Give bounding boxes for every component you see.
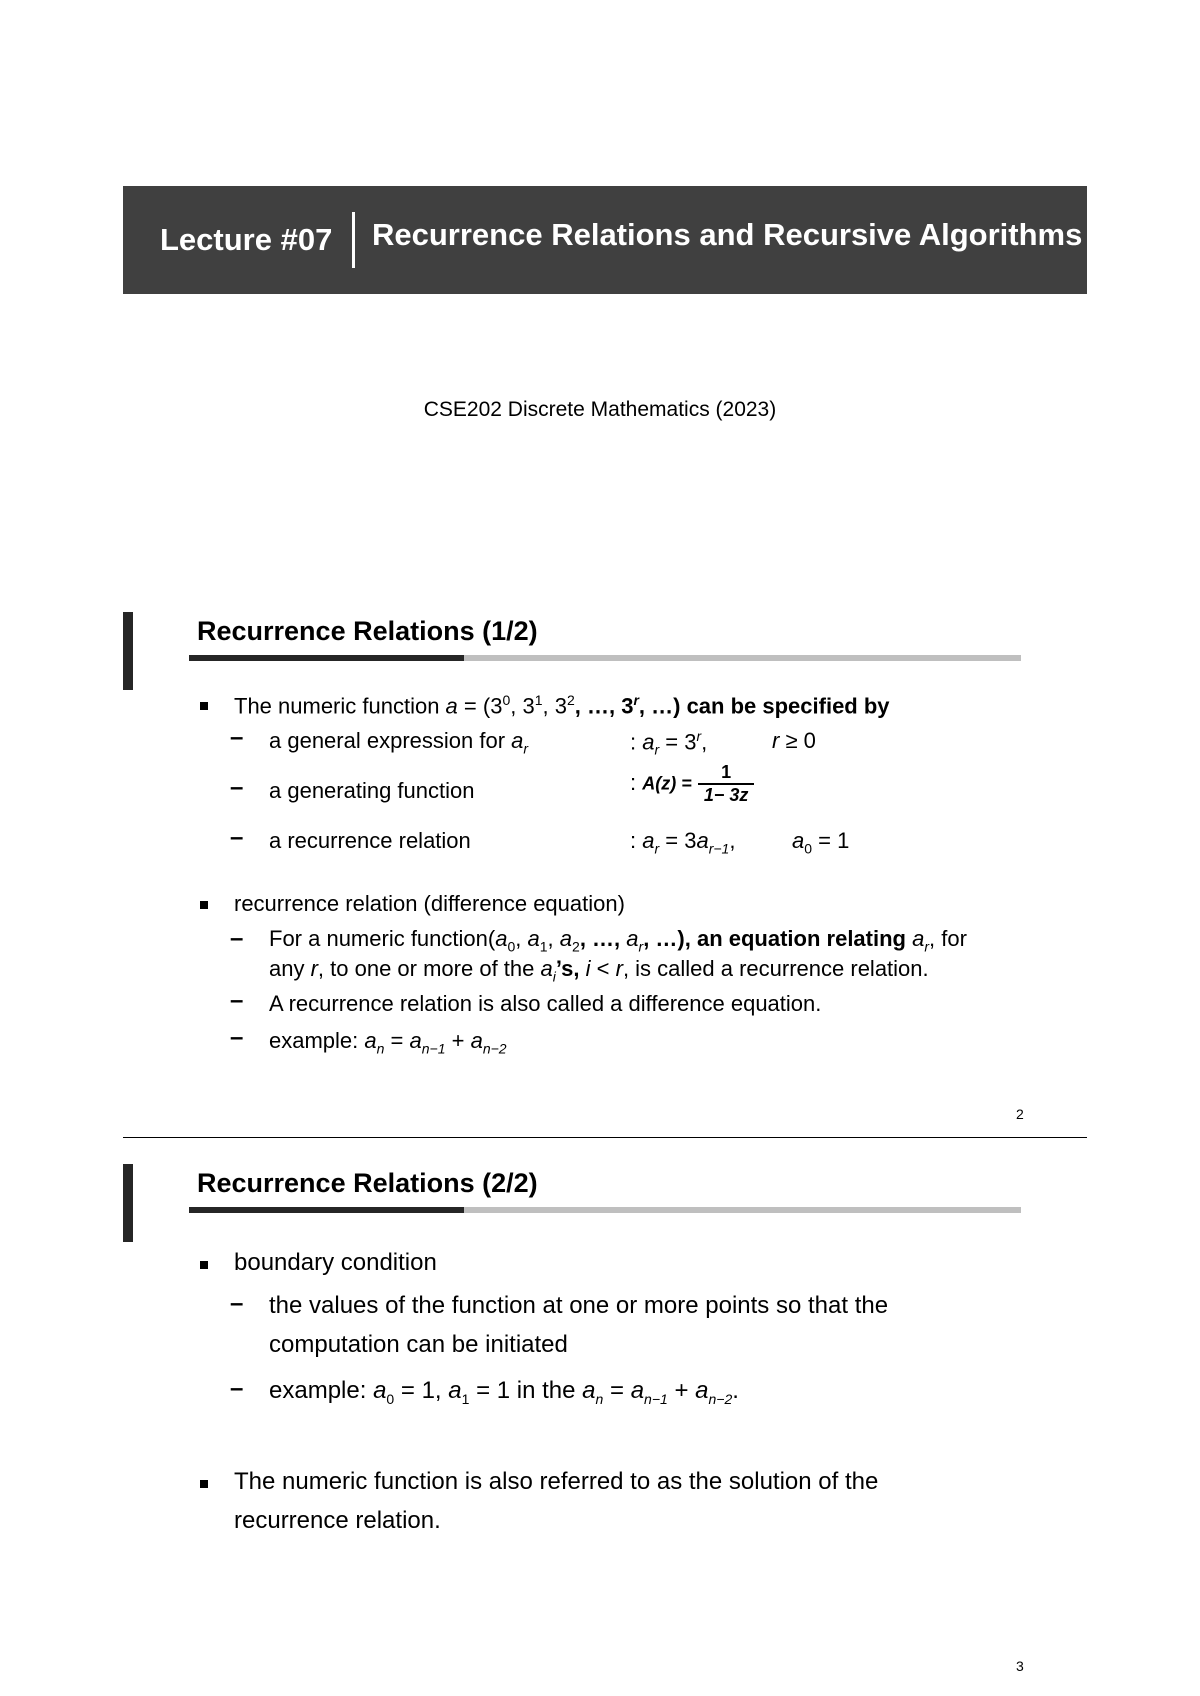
definition-line-1: For a numeric $function(a_0$, $a_1$, $a_2$, …, $a_r$, …), an equation relating $a_r$, for	[269, 926, 967, 955]
fibonacci-example: example: $a_n = a_{n-1} + a_{n-2}$	[269, 1028, 507, 1057]
bullet-marker	[200, 1480, 208, 1488]
dash-marker: –	[230, 824, 244, 851]
general-expression-formula: : $a_r = 3^r$,	[630, 728, 708, 758]
dash-marker: –	[230, 724, 244, 751]
general-expression-condition: r ≥ 0	[772, 728, 816, 753]
bullet-numeric-function: The numeric function $a = (3^0$, $3^1$, $3^2$, …, 3$^r$, …) can be specified by	[234, 692, 890, 719]
generating-function-formula: : A(z) = $\frac{1}{1- 3z}$	[630, 762, 754, 806]
dash-marker: –	[230, 774, 244, 801]
slide-accent-bar	[123, 612, 133, 690]
title-underline	[189, 1207, 1021, 1213]
bullet-marker	[200, 901, 208, 909]
page-number: 3	[1016, 1658, 1024, 1674]
slide-separator	[123, 1137, 1087, 1138]
banner-divider	[352, 212, 355, 268]
recurrence-initial-value: $a_0 = 1$	[792, 828, 850, 857]
fraction: $\frac{1}{1- 3z}$	[698, 762, 755, 806]
solution-note-line-2: recurrence relation.	[234, 1507, 441, 1534]
lecture-number: Lecture #07	[160, 222, 333, 257]
definition-line-2: any r, to one or more of the $a_i’s$, i < r, is called a recurrence relation.	[269, 956, 929, 985]
title-banner	[123, 186, 1087, 294]
slide-title: Recurrence Relations (2/2)	[197, 1168, 538, 1198]
slide-accent-bar	[123, 1164, 133, 1242]
solution-note-line-1: The numeric function is also referred to as the solution of the	[234, 1468, 879, 1495]
bullet-marker	[200, 702, 208, 710]
title-underline	[189, 655, 1021, 661]
boundary-example: example: $a_0 = 1$, $a_1 = 1$ in the $a_n = a_{n-1} + a_{n-2}$.	[269, 1377, 739, 1407]
dash-marker: –	[230, 1375, 244, 1402]
bullet-recurrence-relation: recurrence relation (difference equation)	[234, 891, 625, 916]
boundary-definition-line-2: computation can be initiated	[269, 1331, 568, 1358]
dash-marker: –	[230, 1024, 244, 1051]
boundary-definition-line-1: the values of the function at one or more points so that the	[269, 1292, 889, 1319]
lecture-title: Recurrence Relations and Recursive Algorithms	[372, 217, 1083, 252]
slide-title: Recurrence Relations (1/2)	[197, 616, 538, 646]
page-number: 2	[1016, 1106, 1024, 1122]
item-recurrence-relation: a recurrence relation	[269, 828, 471, 853]
course-name: CSE202 Discrete Mathematics (2023)	[423, 398, 777, 421]
dash-marker: –	[230, 925, 244, 952]
bullet-marker	[200, 1261, 208, 1269]
recurrence-formula: : $a_r = 3a_{r-1}$,	[630, 828, 736, 857]
item-generating-function: a generating function	[269, 778, 475, 803]
difference-equation-note: A recurrence relation is also called a difference equation.	[269, 991, 822, 1016]
dash-marker: –	[230, 1290, 244, 1317]
bullet-boundary-condition: boundary condition	[234, 1249, 437, 1276]
dash-marker: –	[230, 987, 244, 1014]
item-general-expression: a general expression for $a_r$	[269, 728, 529, 757]
